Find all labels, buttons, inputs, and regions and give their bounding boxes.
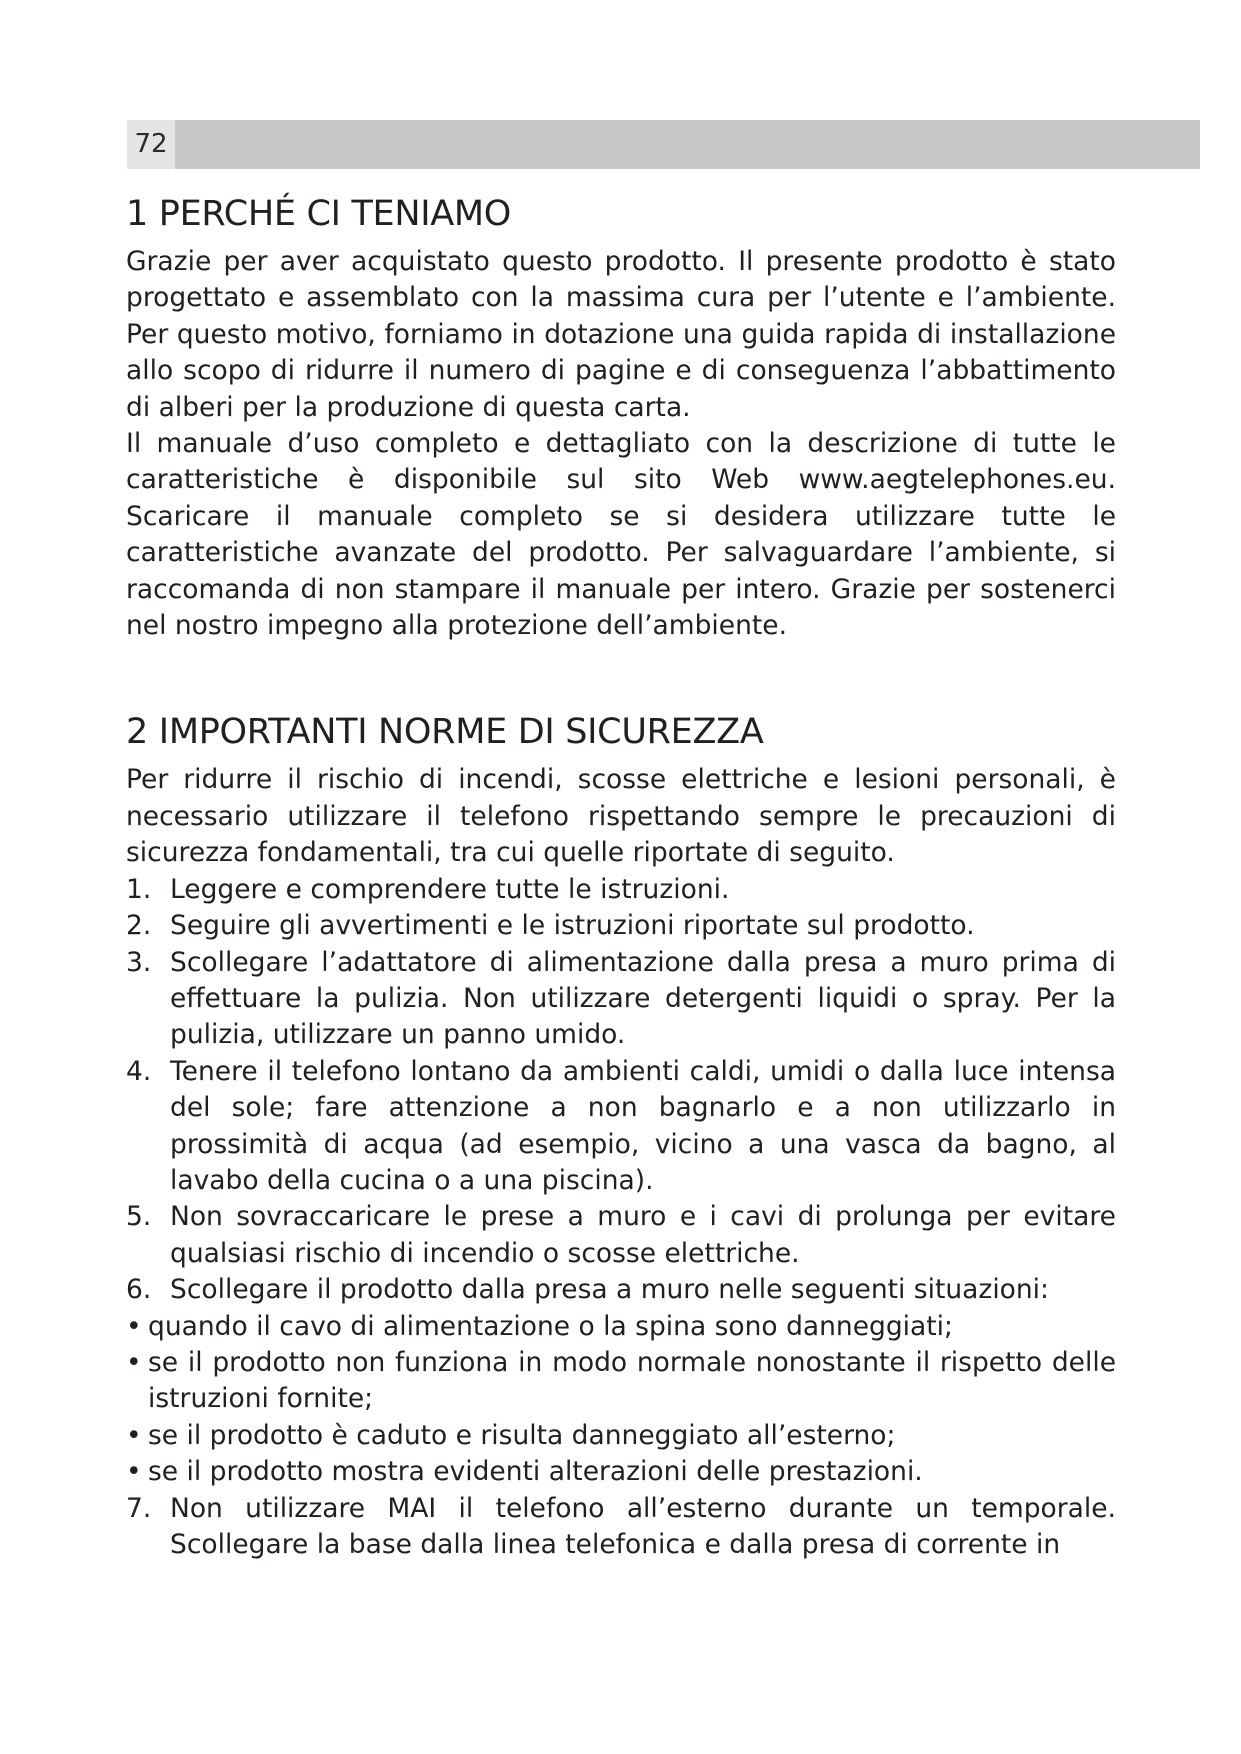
- list-item: [126, 1054, 1116, 1200]
- bullet-icon: •: [126, 1419, 142, 1451]
- list-item-number: 5.: [126, 1201, 152, 1233]
- bullet-icon: •: [126, 1310, 142, 1342]
- list-item-text: Leggere e comprendere tutte le istruzioni.: [170, 873, 730, 905]
- list-item-number: 7.: [126, 1492, 152, 1524]
- page-header-bar: [127, 120, 1200, 169]
- section-1-heading: 1 PERCHÉ CI TENIAMO: [126, 194, 512, 234]
- list-item-number: 1.: [126, 873, 152, 905]
- bullet-item-text: se il prodotto non funziona in modo normale nonostante il rispetto delle istruzioni fornite;: [148, 1346, 1116, 1415]
- list-item: [126, 945, 1116, 1054]
- list-item-number: 4.: [126, 1055, 152, 1087]
- bullet-item: [126, 1418, 1116, 1454]
- bullet-item-text: quando il cavo di alimentazione o la spina sono danneggiati;: [148, 1310, 953, 1342]
- section-1-paragraph-2: Il manuale d’uso completo e dettagliato con la descrizione di tutte le caratteristiche è disponibile sul sito Web www.aegtelephones.eu. Scaricare il manuale completo se si desidera utilizzare tutte le caratteristiche avanzate del prodotto. Per salvaguardare l’ambiente, si raccomanda di non stampare il manuale per intero. Grazie per sostenerci nel nostro impegno alla protezione dell’ambiente.: [126, 428, 1116, 642]
- list-item-text: Scollegare il prodotto dalla presa a muro nelle seguenti situazioni:: [170, 1274, 1049, 1306]
- list-item: [126, 1491, 1116, 1564]
- safety-list: [126, 872, 1116, 1564]
- bullet-item-text: se il prodotto mostra evidenti alterazioni delle prestazioni.: [148, 1456, 923, 1488]
- bullet-item: [126, 1345, 1116, 1418]
- bullet-item: [126, 1309, 1116, 1345]
- section-safety-rules: [126, 708, 1116, 1563]
- list-item-number: 2.: [126, 910, 152, 942]
- page-content: [126, 190, 1116, 1563]
- list-item: [126, 1199, 1116, 1272]
- list-item-text: Scollegare l’adattatore di alimentazione dalla presa a muro prima di effettuare la pulizia. Non utilizzare detergenti liquidi o spray. Per la pulizia, utilizzare un panno umido.: [170, 946, 1116, 1051]
- list-item-text: Seguire gli avvertimenti e le istruzioni riportate sul prodotto.: [170, 910, 975, 942]
- section-1-paragraph-1: Grazie per aver acquistato questo prodotto. Il presente prodotto è stato progettato e assemblato con la massima cura per l’utente e l’ambiente. Per questo motivo, forniamo in dotazione una guida rapida di installazione allo scopo di ridurre il numero di pagine e di conseguenza l’abbattimento di alberi per la produzione di questa carta.: [126, 246, 1116, 423]
- bullet-icon: •: [126, 1346, 142, 1378]
- unplug-conditions-list: [126, 1309, 1116, 1491]
- page-number: 72: [127, 120, 175, 169]
- list-item: [126, 908, 1116, 944]
- section-why-we-care: [126, 190, 1116, 644]
- list-item-number: 3.: [126, 946, 152, 978]
- bullet-item-text: se il prodotto è caduto e risulta danneggiato all’esterno;: [148, 1419, 896, 1451]
- list-item: [126, 1272, 1116, 1490]
- section-2-intro: Per ridurre il rischio di incendi, scosse elettriche e lesioni personali, è necessario utilizzare il telefono rispettando sempre le precauzioni di sicurezza fondamentali, tra cui quelle riportate di seguito.: [126, 764, 1116, 869]
- list-item: [126, 872, 1116, 908]
- bullet-icon: •: [126, 1456, 142, 1488]
- list-item-text: Non sovraccaricare le prese a muro e i cavi di prolunga per evitare qualsiasi rischio di incendio o scosse elettriche.: [170, 1201, 1116, 1269]
- list-item-text: Tenere il telefono lontano da ambienti caldi, umidi o dalla luce intensa del sole; fare attenzione a non bagnarlo e a non utilizzarlo in prossimità di acqua (ad esempio, vicino a una vasca da bagno, al lavabo della cucina o a una piscina).: [170, 1055, 1116, 1196]
- section-2-heading: 2 IMPORTANTI NORME DI SICUREZZA: [126, 712, 764, 753]
- list-item-number: 6.: [126, 1274, 152, 1306]
- list-item-text: Non utilizzare MAI il telefono all’esterno durante un temporale. Scollegare la base dalla linea telefonica e dalla presa di corrente in: [170, 1492, 1116, 1560]
- bullet-item: [126, 1454, 1116, 1490]
